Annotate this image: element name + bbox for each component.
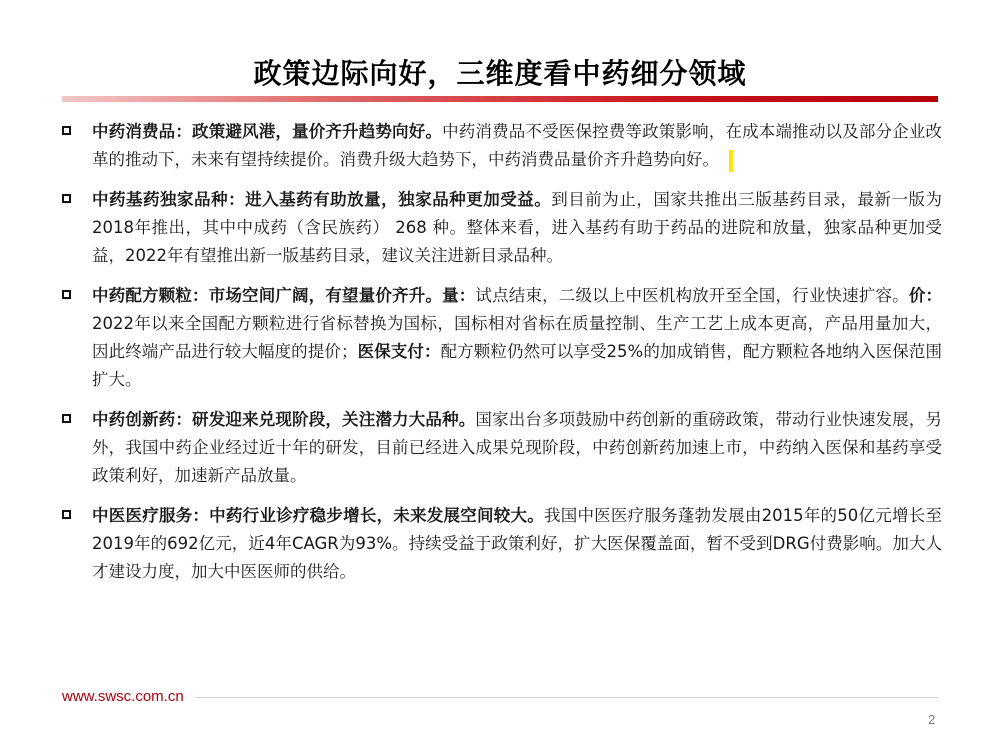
checkbox-square-icon	[62, 126, 71, 135]
highlight-marker	[729, 150, 733, 172]
footer-divider	[195, 697, 938, 698]
bullet-bold-heading: 中药消费品：政策避风港，量价齐升趋势向好。	[92, 122, 443, 141]
bullet-bold-heading: 价：	[908, 286, 943, 305]
bullet-item	[62, 118, 942, 174]
page-number: 2	[928, 712, 936, 727]
checkbox-square-icon	[62, 194, 71, 203]
bullet-text: 到目前为止，国家共推出三版基药目录，最新一版为2018年推出，其中中成药（含民族药） 268 种。整体来看，进入基药有助于药品的进院和放量，独家品种更加受益，2022年有望推出新一版基药目录，建议关注进新目录品种。	[92, 190, 943, 265]
bullet-text: 试点结束，二级以上中医机构放开至全国，行业快速扩容。	[475, 286, 909, 305]
bullet-bold-heading: 医保支付：	[357, 342, 441, 361]
checkbox-square-icon	[62, 510, 71, 519]
bullet-bold-heading: 中药创新药：研发迎来兑现阶段，关注潜力大品种。	[92, 410, 476, 429]
title-underline-bar	[62, 96, 938, 102]
bullet-text: 国家出台多项鼓励中药创新的重磅政策，带动行业快速发展，另外，我国中药企业经过近十年的研发，目前已经进入成果兑现阶段，中药创新药加速上市，中药纳入医保和基药享受政策利好，加速新产品放量。	[92, 410, 943, 485]
bullet-text: 2022年以来全国配方颗粒进行省标替换为国标，国标相对省标在质量控制、生产工艺上成本更高，产品用量加大，因此终端产品进行较大幅度的提价；	[92, 314, 942, 361]
footer-website-url: www.swsc.com.cn	[62, 688, 184, 705]
bullet-list	[62, 118, 942, 598]
bullet-text: 我国中医医疗服务蓬勃发展由2015年的50亿元增长至2019年的692亿元，近4年CAGR为93%。持续受益于政策利好，扩大医保覆盖面，暂不受到DRG付费影响。加大人才建设力度，加大中医医师的供给。	[92, 506, 942, 581]
bullet-bold-heading: 中药基药独家品种：进入基药有助放量，独家品种更加受益。	[92, 190, 552, 209]
checkbox-square-icon	[62, 290, 71, 299]
bullet-item	[62, 406, 942, 490]
bullet-text: 配方颗粒仍然可以享受25%的加成销售，配方颗粒各地纳入医保范围扩大。	[92, 342, 943, 389]
bullet-text: 中药消费品不受医保控费等政策影响，在成本端推动以及部分企业改革的推动下，未来有望持续提价。消费升级大趋势下，中药消费品量价齐升趋势向好。	[92, 122, 943, 169]
bullet-item	[62, 282, 942, 394]
bullet-bold-heading: 中医医疗服务：中药行业诊疗稳步增长，未来发展空间较大。	[92, 506, 544, 525]
checkbox-square-icon	[62, 414, 71, 423]
page-title: 政策边际向好，三维度看中药细分领域	[253, 57, 747, 90]
bullet-item	[62, 186, 942, 270]
bullet-bold-heading: 中药配方颗粒：市场空间广阔，有望量价齐升。量：	[92, 286, 476, 305]
bullet-item	[62, 502, 942, 586]
